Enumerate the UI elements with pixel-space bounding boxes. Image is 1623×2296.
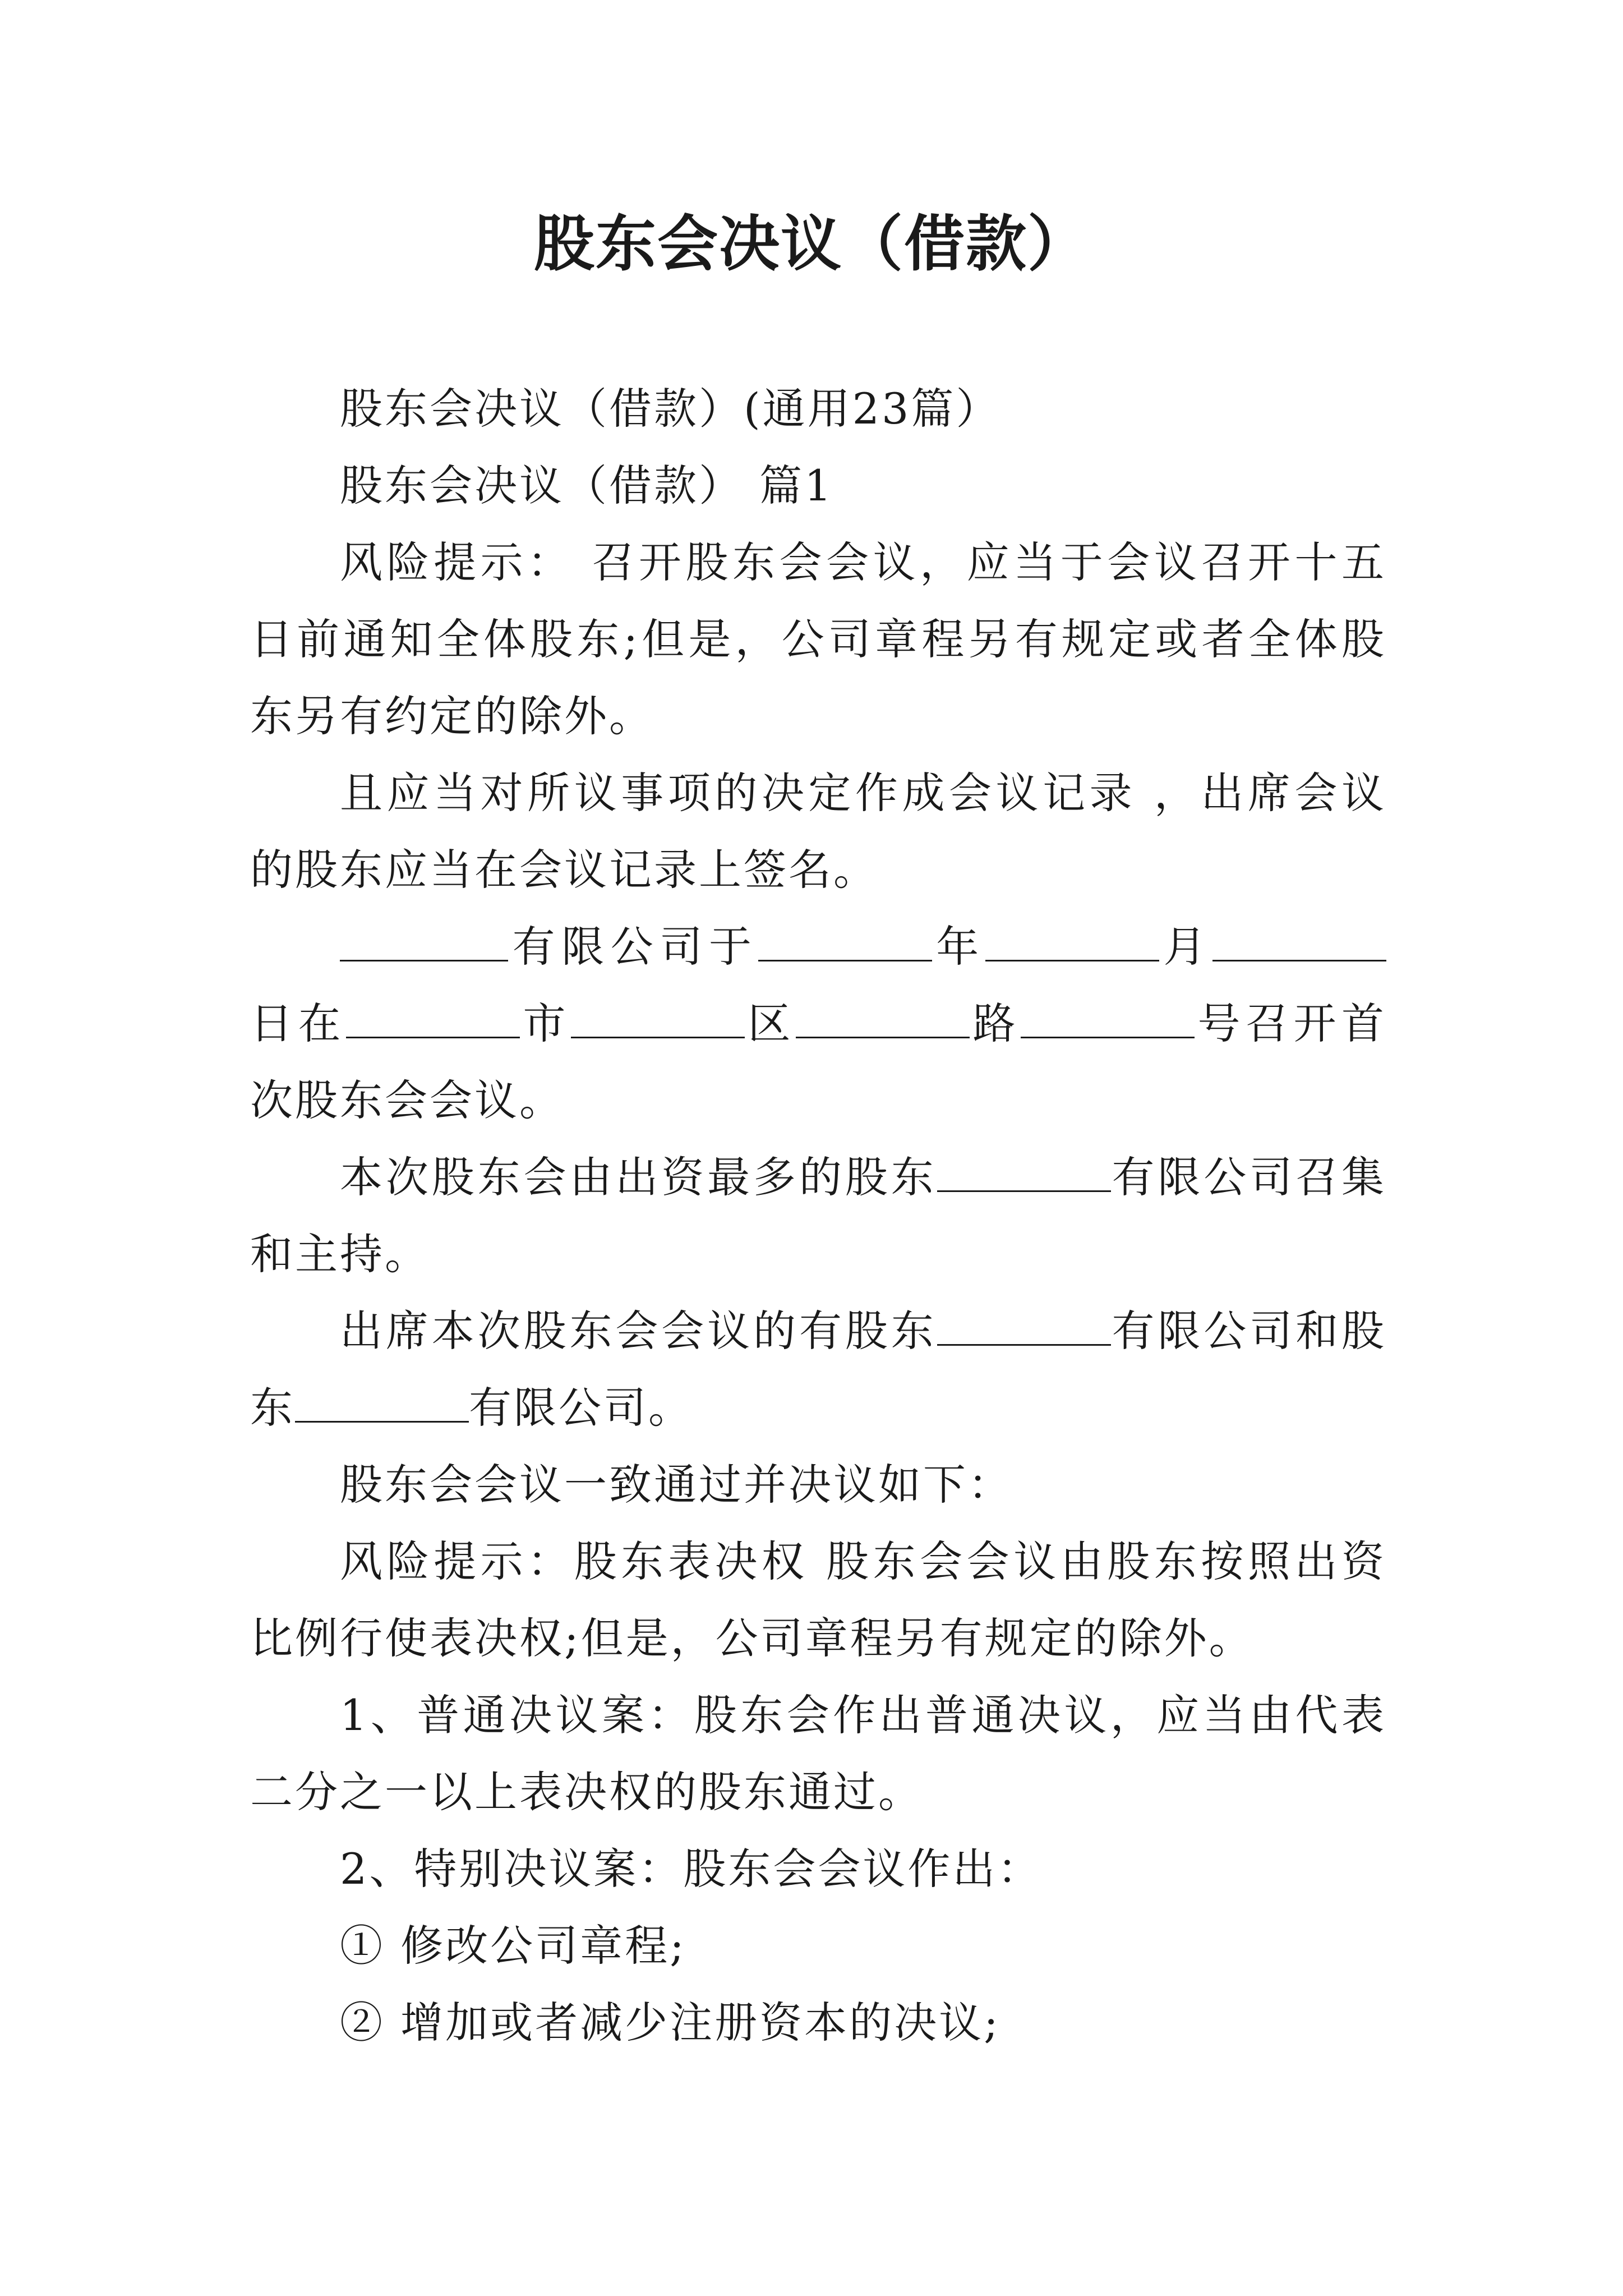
paragraph-meeting-info bbox=[250, 908, 1386, 1139]
paragraph-special-resolution: 2、特别决议案：股东会会议作出： bbox=[340, 1844, 1043, 1894]
paragraph-resolution-intro: 股东会会议一致通过并决议如下： bbox=[340, 1460, 1013, 1510]
text-attendee-after: 有限公司。 bbox=[469, 1383, 693, 1433]
blank-attendee-two bbox=[295, 1378, 469, 1423]
blank-company-name bbox=[340, 917, 508, 961]
text-day: 日在 bbox=[250, 999, 346, 1048]
blank-day bbox=[1212, 917, 1386, 961]
text-convener-after: 有限公司召集和主持。 bbox=[250, 1152, 1387, 1279]
paragraph-meeting-record: 且应当对所议事项的决定作成会议记录 ，出席会议的股东应当在会议记录上签名。 bbox=[250, 768, 1386, 895]
document-body bbox=[250, 370, 1386, 2061]
text-district: 区 bbox=[745, 999, 796, 1048]
list-item-capital-change: ② 增加或者减少注册资本的决议; bbox=[340, 1998, 1000, 2047]
blank-month bbox=[985, 917, 1159, 961]
paragraph-ordinary-resolution: 1、普通决议案：股东会作出普通决议，应当由代表二分之一以上表决权的股东通过。 bbox=[250, 1690, 1386, 1817]
paragraph-subtitle: 股东会决议（借款）(通用23篇） bbox=[340, 384, 1001, 434]
paragraph-risk-notice: 风险提示： 召开股东会会议，应当于会议召开十五日前通知全体股东;但是，公司章程另有规定或者全体股东另有约定的除外。 bbox=[250, 537, 1386, 741]
blank-year bbox=[758, 917, 932, 961]
blank-road bbox=[796, 994, 970, 1038]
text-company: 有限公司于 bbox=[508, 922, 758, 972]
text-year: 年 bbox=[932, 922, 985, 972]
paragraph-section-heading: 股东会决议（借款） 篇1 bbox=[340, 461, 834, 510]
paragraph-voting-rights: 风险提示：股东表决权 股东会会议由股东按照出资比例行使表决权;但是，公司章程另有规定的除外。 bbox=[250, 1536, 1386, 1663]
text-month: 月 bbox=[1159, 922, 1213, 972]
blank-district bbox=[571, 994, 745, 1038]
blank-attendee-one bbox=[937, 1301, 1111, 1346]
list-item-amend-articles: ① 修改公司章程; bbox=[340, 1921, 686, 1971]
text-attendee-middle: 有限公司和股东 bbox=[250, 1306, 1387, 1433]
paragraph-convener bbox=[250, 1139, 1386, 1292]
paragraph-attendees bbox=[250, 1292, 1386, 1446]
blank-convener bbox=[937, 1148, 1111, 1192]
blank-number bbox=[1021, 994, 1195, 1038]
text-meeting-tail: 号召开首次股东会会议。 bbox=[250, 999, 1386, 1125]
text-attendee-before: 出席本次股东会会议的有股东 bbox=[340, 1306, 937, 1356]
document-title: 股东会决议（借款） bbox=[533, 209, 1089, 279]
text-convener-before: 本次股东会由出资最多的股东 bbox=[340, 1152, 937, 1202]
text-road: 路 bbox=[970, 999, 1021, 1048]
text-city: 市 bbox=[520, 999, 571, 1048]
blank-city bbox=[346, 994, 520, 1038]
